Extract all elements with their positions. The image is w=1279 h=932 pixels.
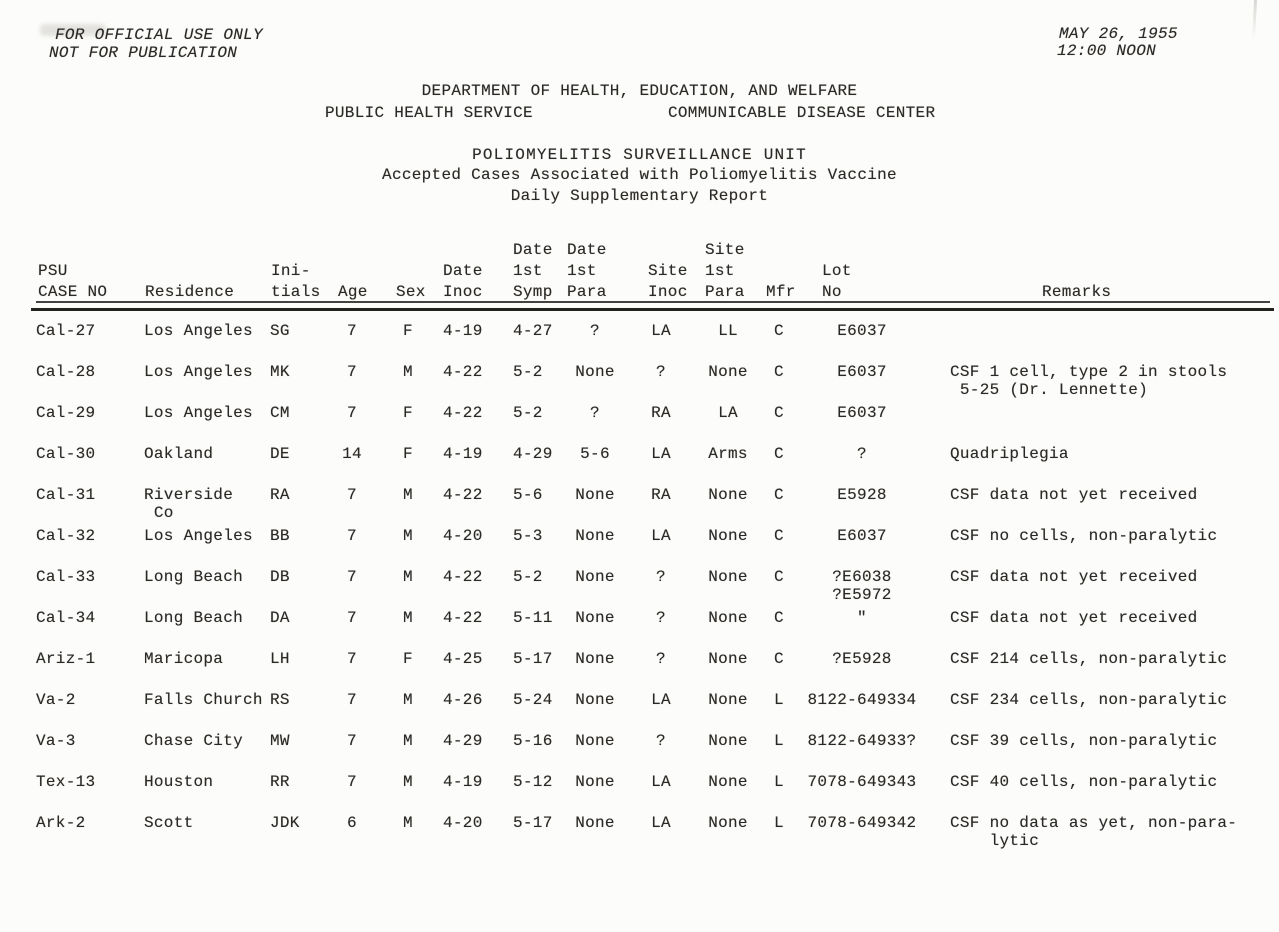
mfr-cell: C <box>774 445 784 463</box>
case-no-cell: Va-3 <box>36 732 76 750</box>
residence-cell: Maricopa <box>144 650 224 668</box>
initials-cell: MW <box>270 732 290 750</box>
table-row <box>0 773 1279 814</box>
age-cell: 7 <box>347 732 357 750</box>
date-inoc-cell: 4-22 <box>443 568 483 586</box>
scan-crease-artifact <box>1252 0 1257 40</box>
sex-cell: M <box>403 814 413 832</box>
case-no-cell: Tex-13 <box>36 773 96 791</box>
date-1st-para-cell: None <box>575 691 615 709</box>
initials-cell: DB <box>270 568 290 586</box>
date-1st-symp-cell: 5-6 <box>513 486 543 504</box>
mfr-cell: C <box>774 609 784 627</box>
date-inoc-cell: 4-25 <box>443 650 483 668</box>
residence-cell: Los Angeles <box>144 527 253 545</box>
mfr-cell: L <box>774 691 784 709</box>
remarks-cell: Quadriplegia <box>950 445 1069 463</box>
case-no-cell: Cal-34 <box>36 609 96 627</box>
date-inoc-cell: 4-19 <box>443 773 483 791</box>
public-health-service-title: PUBLIC HEALTH SERVICE <box>325 104 533 122</box>
report-subtitle: Accepted Cases Associated with Poliomyelitis Vaccine <box>382 166 897 184</box>
residence-cell: Long Beach <box>144 609 244 627</box>
date-inoc-cell: 4-19 <box>443 445 483 463</box>
table-row <box>0 568 1279 609</box>
site-1st-para-cell: None <box>708 568 748 586</box>
lot-no-cell: E6037 <box>837 527 887 545</box>
lot-no-cell: E6037 <box>837 363 887 381</box>
date-1st-symp-cell: 4-27 <box>513 322 553 340</box>
column-header-date-1st-symp: Date 1st Symp <box>513 241 553 301</box>
communicable-disease-center-title: COMMUNICABLE DISEASE CENTER <box>668 104 936 122</box>
mfr-cell: L <box>774 732 784 750</box>
age-cell: 7 <box>347 609 357 627</box>
site-1st-para-cell: None <box>708 814 748 832</box>
date-inoc-cell: 4-26 <box>443 691 483 709</box>
initials-cell: RR <box>270 773 290 791</box>
lot-no-cell: E6037 <box>837 322 887 340</box>
residence-cell: Chase City <box>144 732 244 750</box>
column-header-case-no: PSU CASE NO <box>38 262 108 301</box>
column-header-lot-no: Lot No <box>822 262 852 301</box>
case-no-cell: Cal-32 <box>36 527 96 545</box>
date-inoc-cell: 4-19 <box>443 322 483 340</box>
lot-no-cell: 8122-649334 <box>807 691 917 709</box>
column-header-site-inoc: Site Inoc <box>648 262 688 301</box>
date-1st-symp-cell: 5-12 <box>513 773 553 791</box>
age-cell: 7 <box>347 568 357 586</box>
age-cell: 7 <box>347 363 357 381</box>
date-1st-para-cell: None <box>575 486 615 504</box>
initials-cell: SG <box>270 322 290 340</box>
residence-cell: Riverside Co <box>144 486 234 522</box>
remarks-cell: CSF no data as yet, non-para- lytic <box>950 814 1238 850</box>
case-no-cell: Cal-28 <box>36 363 96 381</box>
site-inoc-cell: ? <box>656 732 666 750</box>
sex-cell: M <box>403 609 413 627</box>
table-row <box>0 691 1279 732</box>
table-row <box>0 445 1279 486</box>
remarks-cell: CSF no cells, non-paralytic <box>950 527 1218 545</box>
residence-cell: Los Angeles <box>144 322 253 340</box>
site-1st-para-cell: LA <box>718 404 738 422</box>
date-inoc-cell: 4-22 <box>443 486 483 504</box>
residence-cell: Los Angeles <box>144 363 253 381</box>
column-header-mfr: Mfr <box>766 283 796 301</box>
table-row <box>0 609 1279 650</box>
case-no-cell: Cal-31 <box>36 486 96 504</box>
case-no-cell: Cal-30 <box>36 445 96 463</box>
date-1st-para-cell: None <box>575 609 615 627</box>
site-inoc-cell: LA <box>651 322 671 340</box>
date-1st-para-cell: ? <box>590 322 600 340</box>
date-1st-para-cell: None <box>575 773 615 791</box>
site-1st-para-cell: None <box>708 486 748 504</box>
column-header-age: Age <box>338 283 368 301</box>
site-inoc-cell: LA <box>651 445 671 463</box>
date-1st-symp-cell: 5-16 <box>513 732 553 750</box>
date-inoc-cell: 4-20 <box>443 527 483 545</box>
site-inoc-cell: RA <box>651 404 671 422</box>
age-cell: 7 <box>347 322 357 340</box>
site-1st-para-cell: None <box>708 609 748 627</box>
sex-cell: M <box>403 732 413 750</box>
date-inoc-cell: 4-22 <box>443 363 483 381</box>
date-1st-para-cell: None <box>575 732 615 750</box>
date-1st-para-cell: ? <box>590 404 600 422</box>
column-header-residence: Residence <box>145 283 235 301</box>
age-cell: 7 <box>347 650 357 668</box>
table-row <box>0 486 1279 527</box>
date-1st-symp-cell: 5-17 <box>513 814 553 832</box>
table-row <box>0 732 1279 773</box>
date-inoc-cell: 4-22 <box>443 404 483 422</box>
date-inoc-cell: 4-29 <box>443 732 483 750</box>
remarks-cell: CSF 39 cells, non-paralytic <box>950 732 1218 750</box>
date-1st-symp-cell: 5-2 <box>513 568 543 586</box>
residence-cell: Falls Church <box>144 691 263 709</box>
initials-cell: DE <box>270 445 290 463</box>
lot-no-cell: 7078-649343 <box>807 773 917 791</box>
remarks-cell: CSF data not yet received <box>950 568 1198 586</box>
sex-cell: M <box>403 527 413 545</box>
date-1st-para-cell: None <box>575 814 615 832</box>
sex-cell: F <box>403 322 413 340</box>
age-cell: 7 <box>347 527 357 545</box>
residence-cell: Los Angeles <box>144 404 253 422</box>
site-1st-para-cell: None <box>708 732 748 750</box>
site-1st-para-cell: None <box>708 650 748 668</box>
remarks-cell: CSF 234 cells, non-paralytic <box>950 691 1228 709</box>
mfr-cell: C <box>774 486 784 504</box>
mfr-cell: C <box>774 568 784 586</box>
remarks-cell: CSF data not yet received <box>950 609 1198 627</box>
residence-cell: Oakland <box>144 445 214 463</box>
column-header-initials: Ini- tials <box>271 262 321 301</box>
table-row <box>0 650 1279 691</box>
site-inoc-cell: RA <box>651 486 671 504</box>
report-type: Daily Supplementary Report <box>510 187 769 205</box>
lot-no-cell: E6037 <box>837 404 887 422</box>
age-cell: 7 <box>347 486 357 504</box>
official-use-stamp-line1: FOR OFFICIAL USE ONLY <box>55 26 263 44</box>
site-1st-para-cell: None <box>708 773 748 791</box>
official-use-stamp-line2: NOT FOR PUBLICATION <box>49 44 238 62</box>
site-1st-para-cell: LL <box>718 322 738 340</box>
table-row <box>0 814 1279 855</box>
report-date: MAY 26, 1955 <box>1059 25 1178 43</box>
residence-cell: Scott <box>144 814 194 832</box>
site-inoc-cell: LA <box>651 814 671 832</box>
lot-no-cell: ?E5928 <box>832 650 892 668</box>
case-no-cell: Cal-33 <box>36 568 96 586</box>
surveillance-unit-title: POLIOMYELITIS SURVEILLANCE UNIT <box>472 146 807 164</box>
case-no-cell: Cal-29 <box>36 404 96 422</box>
site-inoc-cell: ? <box>656 650 666 668</box>
date-1st-symp-cell: 5-11 <box>513 609 553 627</box>
table-row <box>0 322 1279 363</box>
date-1st-para-cell: 5-6 <box>580 445 610 463</box>
sex-cell: M <box>403 691 413 709</box>
case-no-cell: Ark-2 <box>36 814 86 832</box>
mfr-cell: C <box>774 650 784 668</box>
lot-no-cell: E5928 <box>837 486 887 504</box>
initials-cell: MK <box>270 363 290 381</box>
date-1st-symp-cell: 4-29 <box>513 445 553 463</box>
mfr-cell: C <box>774 363 784 381</box>
initials-cell: JDK <box>270 814 300 832</box>
column-header-remarks: Remarks <box>1042 283 1112 301</box>
remarks-cell: CSF 214 cells, non-paralytic <box>950 650 1228 668</box>
site-inoc-cell: LA <box>651 527 671 545</box>
case-no-cell: Cal-27 <box>36 322 96 340</box>
date-1st-symp-cell: 5-24 <box>513 691 553 709</box>
residence-cell: Houston <box>144 773 214 791</box>
sex-cell: M <box>403 568 413 586</box>
column-header-site-1st-para: Site 1st Para <box>705 241 745 301</box>
column-header-date-inoc: Date Inoc <box>443 262 483 301</box>
mfr-cell: C <box>774 527 784 545</box>
case-no-cell: Va-2 <box>36 691 76 709</box>
residence-cell: Long Beach <box>144 568 244 586</box>
site-1st-para-cell: Arms <box>708 445 748 463</box>
sex-cell: F <box>403 650 413 668</box>
remarks-cell: CSF 1 cell, type 2 in stools 5-25 (Dr. Lennette) <box>950 363 1228 399</box>
date-1st-para-cell: None <box>575 363 615 381</box>
site-inoc-cell: LA <box>651 691 671 709</box>
mfr-cell: C <box>774 404 784 422</box>
date-1st-symp-cell: 5-2 <box>513 404 543 422</box>
age-cell: 14 <box>342 445 362 463</box>
date-1st-symp-cell: 5-3 <box>513 527 543 545</box>
remarks-cell: CSF 40 cells, non-paralytic <box>950 773 1218 791</box>
sex-cell: M <box>403 773 413 791</box>
mfr-cell: L <box>774 814 784 832</box>
table-row <box>0 404 1279 445</box>
table-row <box>0 363 1279 404</box>
site-1st-para-cell: None <box>708 363 748 381</box>
site-inoc-cell: LA <box>651 773 671 791</box>
site-inoc-cell: ? <box>656 363 666 381</box>
age-cell: 7 <box>347 773 357 791</box>
site-inoc-cell: ? <box>656 568 666 586</box>
date-inoc-cell: 4-20 <box>443 814 483 832</box>
department-title: DEPARTMENT OF HEALTH, EDUCATION, AND WELFARE <box>421 82 858 100</box>
date-1st-para-cell: None <box>575 568 615 586</box>
table-header-rule-thick <box>31 308 1274 311</box>
date-1st-symp-cell: 5-17 <box>513 650 553 668</box>
sex-cell: F <box>403 445 413 463</box>
date-1st-para-cell: None <box>575 527 615 545</box>
lot-no-cell: " <box>857 609 867 627</box>
initials-cell: RS <box>270 691 290 709</box>
age-cell: 7 <box>347 691 357 709</box>
mfr-cell: C <box>774 322 784 340</box>
initials-cell: LH <box>270 650 290 668</box>
column-header-date-1st-para: Date 1st Para <box>567 241 607 301</box>
remarks-cell: CSF data not yet received <box>950 486 1198 504</box>
initials-cell: CM <box>270 404 290 422</box>
column-header-sex: Sex <box>396 283 426 301</box>
site-1st-para-cell: None <box>708 527 748 545</box>
date-1st-para-cell: None <box>575 650 615 668</box>
age-cell: 7 <box>347 404 357 422</box>
date-1st-symp-cell: 5-2 <box>513 363 543 381</box>
initials-cell: BB <box>270 527 290 545</box>
lot-no-cell: ?E6038 ?E5972 <box>832 568 892 604</box>
date-inoc-cell: 4-22 <box>443 609 483 627</box>
sex-cell: M <box>403 363 413 381</box>
sex-cell: F <box>403 404 413 422</box>
lot-no-cell: 8122-64933? <box>807 732 917 750</box>
sex-cell: M <box>403 486 413 504</box>
initials-cell: DA <box>270 609 290 627</box>
report-time: 12:00 NOON <box>1057 42 1157 60</box>
initials-cell: RA <box>270 486 290 504</box>
mfr-cell: L <box>774 773 784 791</box>
case-no-cell: Ariz-1 <box>36 650 96 668</box>
table-row <box>0 527 1279 568</box>
age-cell: 6 <box>347 814 357 832</box>
site-1st-para-cell: None <box>708 691 748 709</box>
lot-no-cell: ? <box>857 445 867 463</box>
site-inoc-cell: ? <box>656 609 666 627</box>
lot-no-cell: 7078-649342 <box>807 814 917 832</box>
